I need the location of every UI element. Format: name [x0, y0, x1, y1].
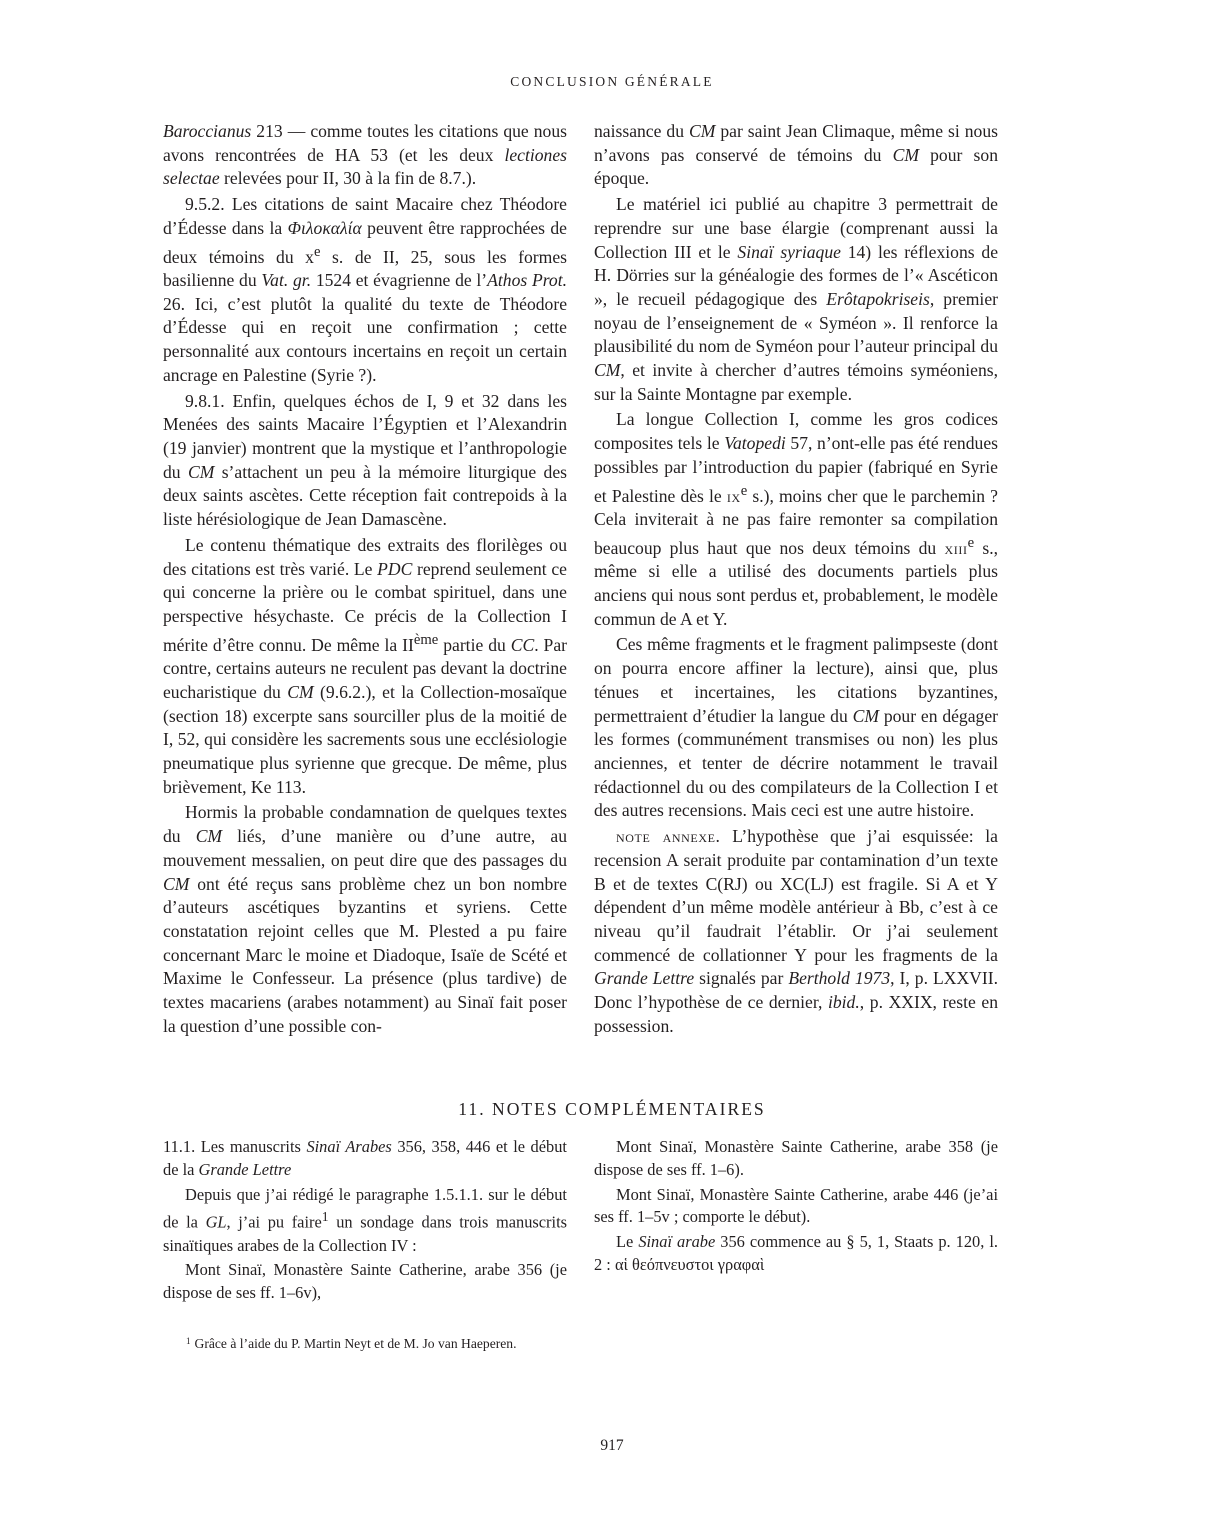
paragraph: Mont Sinaï, Monastère Sainte Catherine, arabe 358 (je dispose de ses ff. 1–6). [594, 1137, 998, 1179]
paragraph: Mont Sinaï, Monastère Sainte Catherine, arabe 446 (je’ai ses ff. 1–5v ; comporte le début). [594, 1184, 998, 1227]
note-annexe-paragraph: note annexe. L’hypothèse que j’ai esquissée: la recension A serait produite par contamination d’un texte B et de textes C(RJ) ou XC(LJ) est fragile. Si A et Y dépendent d’un même modèle antérieur à Bb, c’est à ce niveau qu’il faudrait l’établir. Or j’ai seulement commencé de collationner Y pour les fragments de la Grande Lettre signalés par Berthold 1973, I, p. LXXVII. Donc l’hypothèse de ce dernier, ibid., p. XXIX, reste en possession. [594, 826, 999, 1036]
right-column [594, 120, 998, 1038]
paragraph: 9.8.1. Enfin, quelques échos de I, 9 et 32 dans les Menées des saints Macaire l’Égyptien et l’Alexandrin (19 janvier) montrent que la mystique et l’anthropologie du CM s’attachent un peu à la mémoire liturgique des deux saints ascètes. Cette réception fait contrepoids à la liste hérésiologique de Jean Damascène. [163, 390, 567, 530]
paragraph: 9.5.2. Les citations de saint Macaire chez Théodore d’Édesse dans la Φιλοκαλία peuvent être rapprochées de deux témoins du $x^e$ s. de II, 25, sous les formes basilienne du Vat. gr. 1524 et évagrienne de l’Athos Prot. 26. Ici, c’est plutôt la qualité du texte de Théodore d’Édesse qui en reçoit une confirmation ; cette personnalité aux contours incertains en reçoit un certain ancrage en Palestine (Syrie ?). [163, 194, 568, 385]
section-title: 11. NOTES COMPLÉMENTAIRES [458, 1099, 766, 1119]
paragraph: Mont Sinaï, Monastère Sainte Catherine, arabe 356 (je dispose de ses ff. 1–6v), [163, 1260, 567, 1303]
notes-right-column [594, 1136, 998, 1277]
paragraph: Depuis que j’ai rédigé le paragraphe 1.5.1.1. sur le début de la GL, j’ai pu faire$^1$ un sondage dans trois manuscrits sinaïtiques arabes de la Collection IV : [163, 1184, 567, 1255]
paragraph: Le matériel ici publié au chapitre 3 permettrait de reprendre sur une base élargie (comprenant aussi la Collection III et le Sinaï syriaque 14) les réflexions de H. Dörries sur la généalogie des formes de l’« Ascéticon », le recueil pédagogique des Erôtapokriseis, premier noyau de l’enseignement de « Syméon ». Il renforce la plausibilité du nom de Syméon pour l’auteur principal du CM, et invite à chercher d’autres témoins syméoniens, sur la Sainte Montagne par exemple. [594, 194, 999, 404]
paragraph: Baroccianus 213 — comme toutes les citations que nous avons rencontrées de HA 53 (et les deux lectiones selectae relevées pour II, 30 à la fin de 8.7.). [163, 121, 567, 189]
paragraph: Hormis la probable condamnation de quelques textes du CM liés, d’une manière ou d’une autre, au mouvement messalien, on peut dire que des passages du CM ont été reçus sans problème chez un bon nombre d’auteurs ascétiques byzantins et syriens. Cette constatation rejoint celles que M. Plested a pu faire concernant Marc le moine et Diadoque, Isaïe de Scété et Maxime le Confesseur. La présence (plus tardive) de textes macariens (arabes notamment) au Sinaï fait poser la question d’une possible con- [163, 802, 568, 1036]
footnote-number: 1 [186, 1336, 191, 1346]
paragraph: Le contenu thématique des extraits des florilèges ou des citations est très varié. Le PDC reprend seulement ce qui concerne la prière ou le combat spirituel, dans une perspective hésychaste. Ce précis de la Collection I mérite d’être connu. De même la IIème partie du CC. Par contre, certains auteurs ne reculent pas devant la doctrine eucharistique du CM (9.6.2.), et la Collection-mosaïque (section 18) excerpte sans sourciller plus de la moitié de I, 52, qui considère les sacrements sous une ecclésiologie pneumatique plus syrienne que grecque. De même, plus brièvement, Ke 113. [163, 534, 567, 797]
page-number: 917 [600, 1437, 624, 1454]
paragraph: Ces même fragments et le fragment palimpseste (dont on pourra encore affiner la lecture), ainsi que, plus ténues et incertaines, les citations byzantines, permettraient d’étudier la langue du CM pour en dégager les formes (communément transmises ou non) les plus anciennes, et tenter de décrire notamment le travail rédactionnel du ou des compilateurs de la Collection I et des autres recensions. Mais ceci est une autre histoire. [594, 634, 999, 821]
left-column [163, 120, 567, 1038]
paragraph: La longue Collection I, comme les gros codices composites tels le Vatopedi 57, n’ont-elle pas été rendues possibles par l’introduction du papier (fabriqué en Syrie et Palestine dès le $ix^e$ s.), moins cher que le parchemin ? Cela inviterait à ne pas faire remonter sa compilation beaucoup plus haut que nos deux témoins du xiii$^e$ s., même si elle a utilisé des documents partiels plus anciens qui nous sont perdus et, probablement, le modèle commun de A et Y. [594, 409, 998, 629]
notes-left-column [163, 1136, 567, 1305]
running-head: CONCLUSION GÉNÉRALE [510, 74, 714, 89]
footnote [186, 1336, 946, 1352]
note-heading: 11.1. Les manuscrits Sinaï Arabes 356, 358, 446 et le début de la Grande Lettre [163, 1137, 567, 1179]
paragraph: Le Sinaï arabe 356 commence au § 5, 1, Staats p. 120, l. 2 : αἱ θεόπνευστοι γραφαὶ [594, 1232, 999, 1274]
paragraph: naissance du CM par saint Jean Climaque, même si nous n’avons pas conservé de témoins du CM pour son époque. [594, 121, 998, 189]
footnote-text: Grâce à l’aide du P. Martin Neyt et de M. Jo van Haeperen. [194, 1336, 517, 1351]
